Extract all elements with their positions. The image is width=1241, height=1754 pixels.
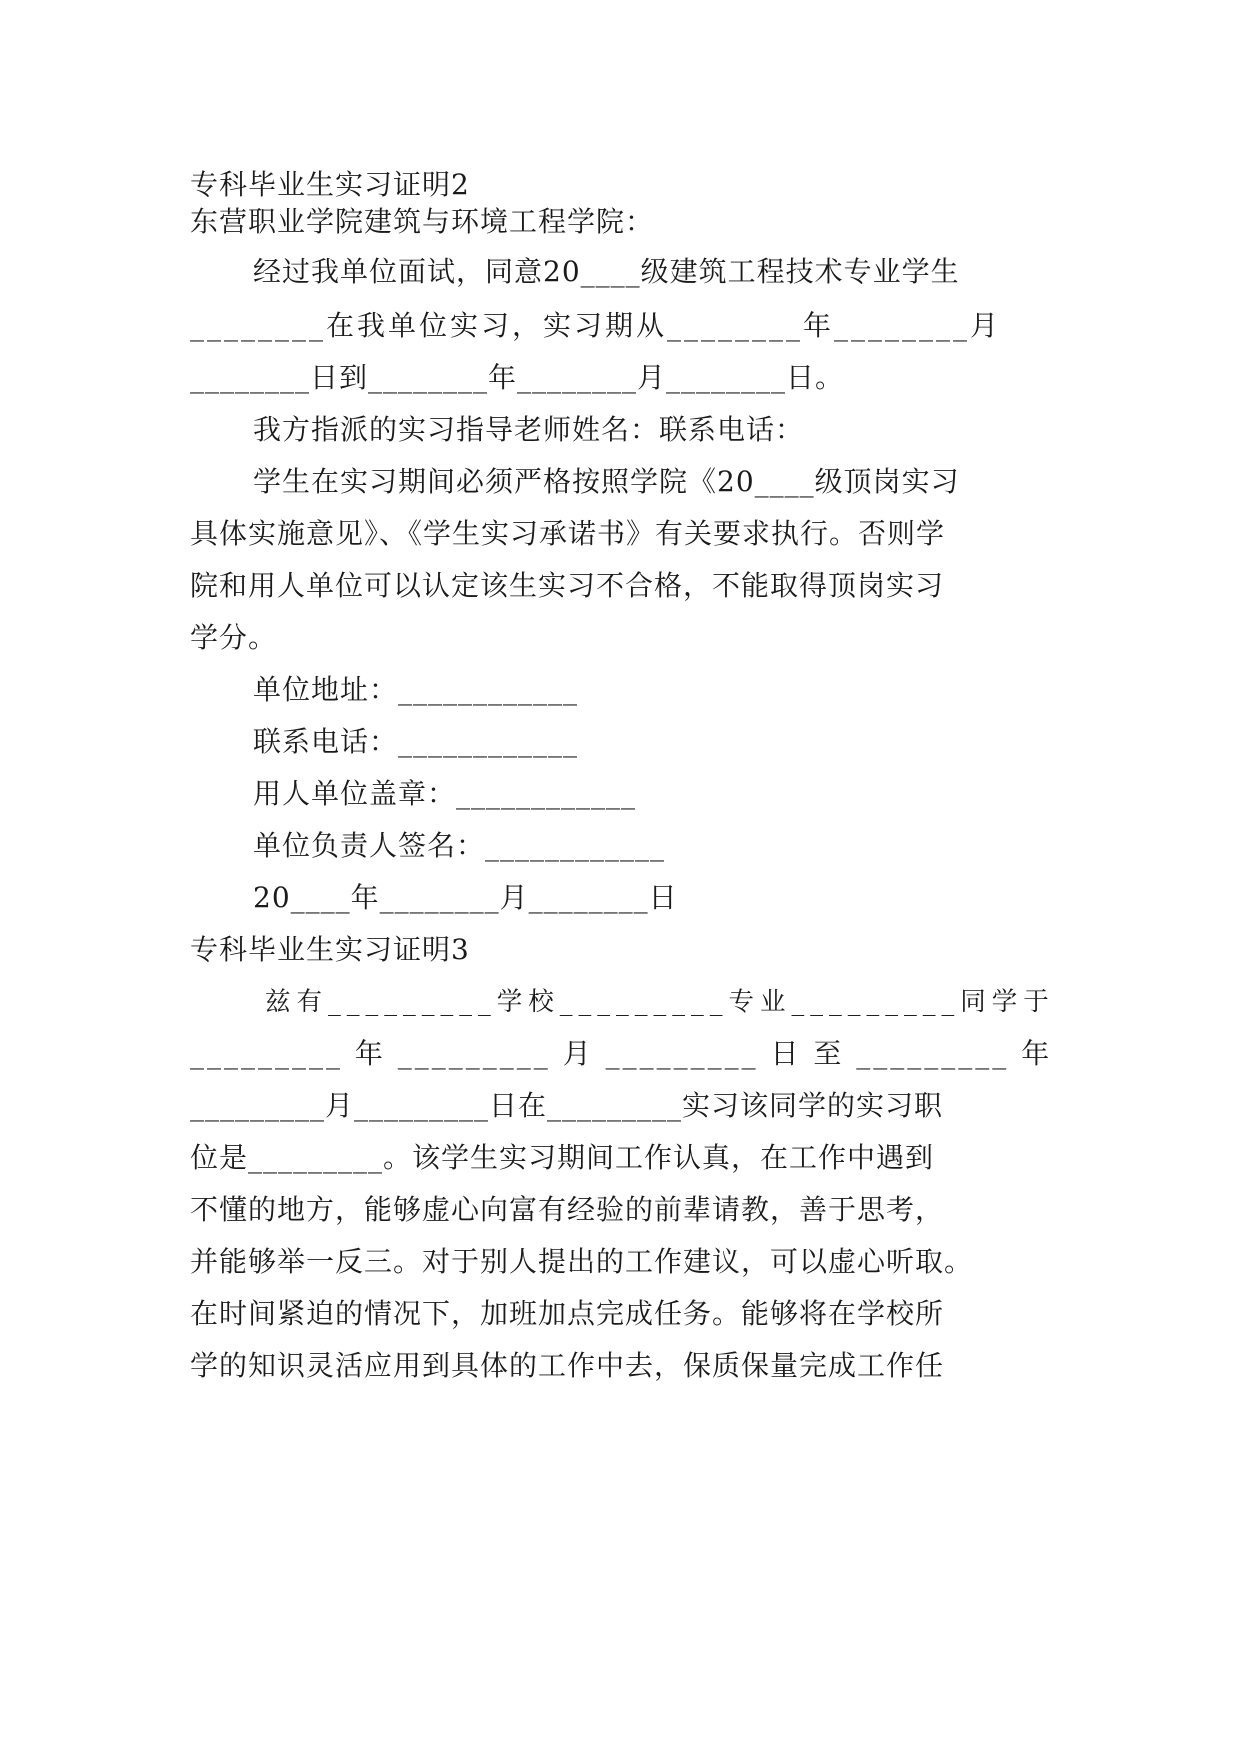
field-unit-seal: 用人单位盖章：____________: [253, 777, 637, 810]
heading-certificate-2: 专科毕业生实习证明2: [190, 168, 470, 201]
paragraph-line: 经过我单位面试，同意20____级建筑工程技术专业学生: [253, 255, 960, 288]
paragraph-line: 兹有_________学校_________专业_________同学于: [265, 987, 1055, 1017]
addressee-line: 东营职业学院建筑与环境工程学院：: [190, 205, 655, 238]
paragraph-line: _________ 年 _________ 月 _________ 日 至 _________ 年: [190, 1037, 1053, 1070]
paragraph-line: 院和用人单位可以认定该生实习不合格，不能取得顶岗实习: [190, 569, 945, 602]
paragraph-line: 位是_________。该学生实习期间工作认真，在工作中遇到: [190, 1141, 935, 1174]
field-date: 20____年________月________日: [253, 881, 678, 914]
heading-certificate-3: 专科毕业生实习证明3: [190, 933, 470, 966]
field-responsible-signature: 单位负责人签名：____________: [253, 829, 666, 862]
paragraph-line: 并能够举一反三。对于别人提出的工作建议，可以虚心听取。: [190, 1245, 974, 1278]
paragraph-line: 学的知识灵活应用到具体的工作中去，保质保量完成工作任: [190, 1349, 945, 1382]
paragraph-line: 学分。: [190, 621, 278, 654]
paragraph-line: 不懂的地方，能够虚心向富有经验的前辈请教，善于思考，: [190, 1193, 945, 1226]
paragraph-line: ________在我单位实习，实习期从________年________月: [190, 309, 1002, 342]
field-contact-phone: 联系电话：____________: [253, 725, 579, 758]
paragraph-line: 具体实施意见》、《学生实习承诺书》有关要求执行。否则学: [190, 517, 946, 550]
paragraph-line: ________日到________年________月________日。: [190, 361, 845, 394]
paragraph-line: 学生在实习期间必须严格按照学院《20____级顶岗实习: [253, 465, 960, 498]
paragraph-line: 我方指派的实习指导老师姓名：联系电话：: [253, 413, 805, 446]
paragraph-line: 在时间紧迫的情况下，加班加点完成任务。能够将在学校所: [190, 1297, 945, 1330]
paragraph-line: _________月_________日在_________实习该同学的实习职: [190, 1089, 944, 1122]
field-unit-address: 单位地址：____________: [253, 673, 579, 706]
